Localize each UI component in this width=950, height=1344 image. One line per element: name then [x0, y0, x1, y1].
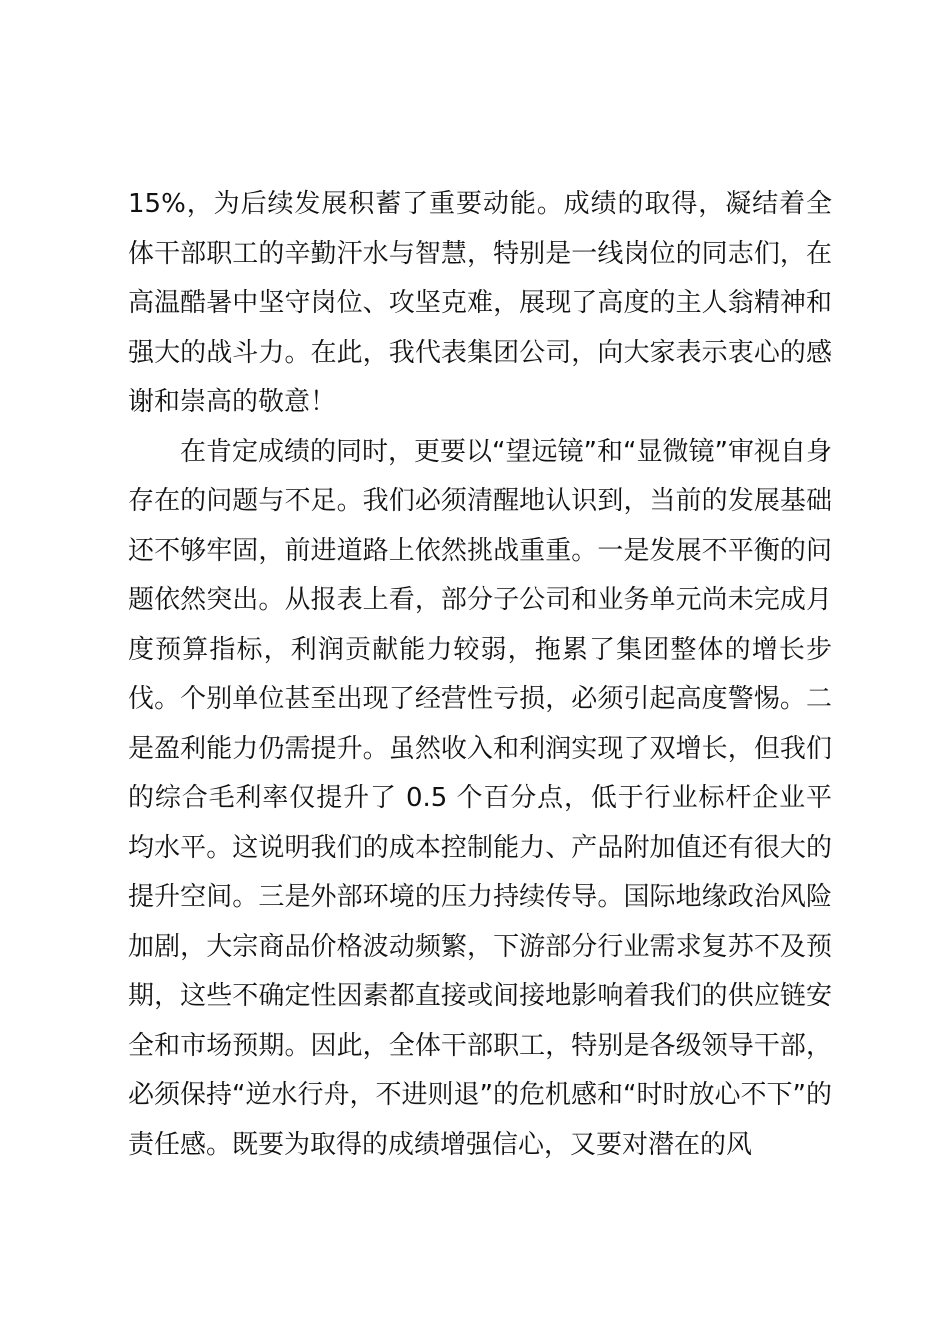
paragraph-achievements: 15%，为后续发展积蓄了重要动能。成绩的取得，凝结着全体干部职工的辛勤汗水与智慧，特别是一线岗位的同志们，在高温酷暑中坚守岗位、攻坚克难，展现了高度的主人翁精神和强大的战斗力。在此，我代表集团公司，向大家表示衷心的感谢和崇高的敬意！ [128, 189, 832, 417]
document-body [128, 180, 832, 1170]
paragraph-problems: 在肯定成绩的同时，更要以“望远镜”和“显微镜”审视自身存在的问题与不足。我们必须清醒地认识到，当前的发展基础还不够牢固，前进道路上依然挑战重重。一是发展不平衡的问题依然突出。从报表上看，部分子公司和业务单元尚未完成月度预算指标，利润贡献能力较弱，拖累了集团整体的增长步伐。个别单位甚至出现了经营性亏损，必须引起高度警惕。二是盈利能力仍需提升。虽然收入和利润实现了双增长，但我们的综合毛利率仅提升了 0.5 个百分点，低于行业标杆企业平均水平。这说明我们的成本控制能力、产品附加值还有很大的提升空间。三是外部环境的压力持续传导。国际地缘政治风险加剧，大宗商品价格波动频繁，下游部分行业需求复苏不及预期，这些不确定性因素都直接或间接地影响着我们的供应链安全和市场预期。因此，全体干部职工，特别是各级领导干部，必须保持“逆水行舟，不进则退”的危机感和“时时放心不下”的责任感。既要为取得的成绩增强信心，又要对潜在的风 [128, 436, 832, 1160]
